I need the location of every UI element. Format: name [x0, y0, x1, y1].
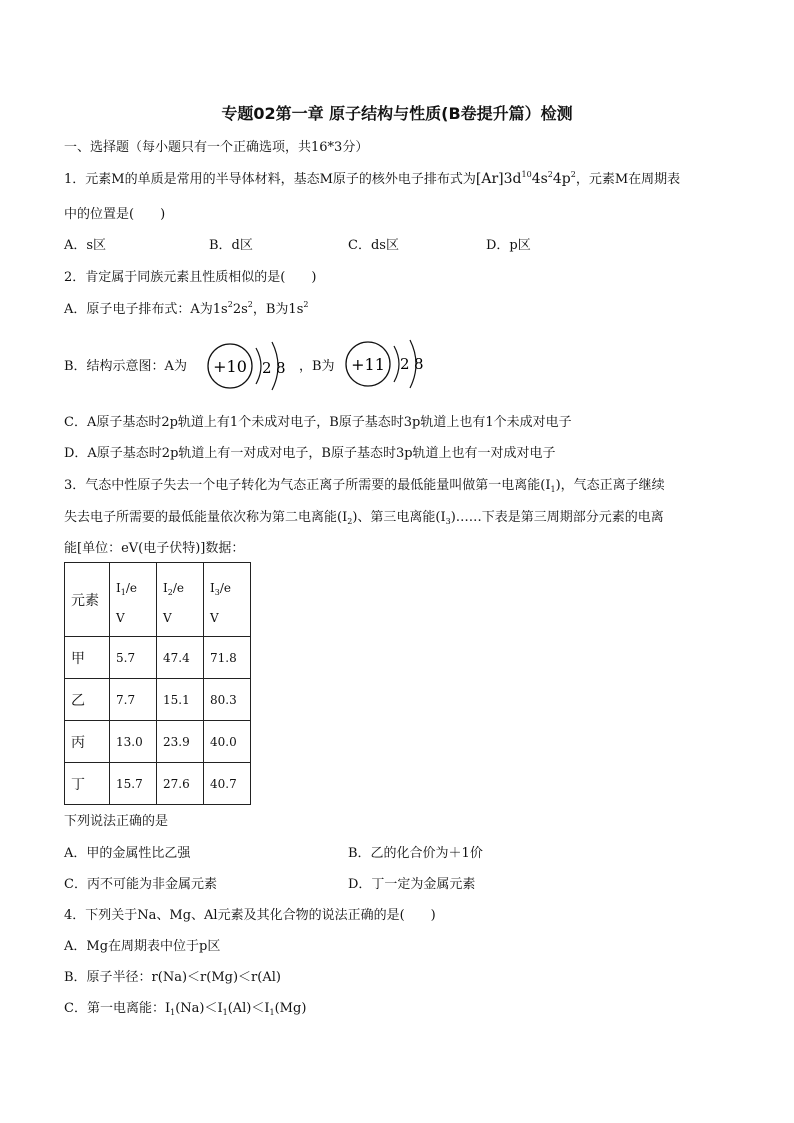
- table-cell-i1: 7.7: [110, 679, 157, 721]
- table-row: [65, 721, 251, 763]
- table-cell-element: 丁: [65, 763, 110, 805]
- q1-option-b: B．d区: [209, 238, 253, 253]
- atom-a-diagram: [200, 338, 296, 394]
- table-cell-i3: 71.8: [204, 637, 251, 679]
- table-header-element: 元素: [65, 563, 110, 637]
- table-cell-i1: 13.0: [110, 721, 157, 763]
- atom-a-shell-1: 2: [262, 359, 272, 377]
- q2-stem: 2．肯定属于同族元素且性质相似的是( ): [64, 270, 317, 285]
- atom-b-nucleus-label: +11: [351, 355, 385, 374]
- table-header-i2: $I_2/e$ V: [157, 563, 204, 637]
- q4-option-a: A．Mg在周期表中位于p区: [64, 939, 221, 954]
- q1-option-d: D．p区: [486, 238, 531, 253]
- table-header-i1: $I_1/e$ V: [110, 563, 157, 637]
- atom-a-shell-arc-1: [256, 348, 261, 384]
- table-header-row: [65, 563, 251, 637]
- q3-option-b: B．乙的化合价为＋1价: [348, 846, 483, 861]
- table-cell-i2: 27.6: [157, 763, 204, 805]
- atom-b-diagram: [338, 336, 434, 392]
- q3-stem-line1: 3．气态中性原子失去一个电子转化为气态正离子所需要的最低能量叫做第一电离能$(I_1)$，气态正离子继续: [64, 478, 665, 494]
- q1-option-c: C．ds区: [348, 238, 399, 253]
- q3-option-c: C．丙不可能为非金属元素: [64, 877, 217, 892]
- atom-a-nucleus-label: +10: [213, 357, 247, 376]
- q4-option-b: B．原子半径：r(Na)＜r(Mg)＜r(Al): [64, 970, 281, 985]
- atom-b-shell-1: 2: [400, 355, 410, 373]
- ionization-energy-table: [64, 562, 251, 805]
- q2-option-b-mid: ，B为: [299, 359, 335, 374]
- q1-stem-line2: 中的位置是( ): [64, 207, 166, 222]
- section-heading: 一、选择题（每小题只有一个正确选项，共16*3分）: [64, 140, 369, 155]
- table-cell-element: 乙: [65, 679, 110, 721]
- q2-option-d: D．A原子基态时2p轨道上有一对成对电子，B原子基态时3p轨道上也有一对成对电子: [64, 446, 556, 461]
- table-cell-i3: 40.7: [204, 763, 251, 805]
- q3-after-table: 下列说法正确的是: [64, 814, 169, 829]
- table-cell-i2: 47.4: [157, 637, 204, 679]
- q2-option-c: C．A原子基态时2p轨道上有1个未成对电子，B原子基态时3p轨道上也有1个未成对电子: [64, 415, 572, 430]
- atom-b-shell-2: 8: [414, 355, 424, 373]
- q3-option-d: D．丁一定为金属元素: [348, 877, 476, 892]
- q3-stem-line3: 能[单位：eV(电子伏特)]数据：: [64, 541, 245, 556]
- q1-option-a: A．s区: [64, 238, 107, 253]
- table-row: [65, 679, 251, 721]
- table-cell-i1: 15.7: [110, 763, 157, 805]
- table-cell-i2: 15.1: [157, 679, 204, 721]
- q2-option-b-label: B．结构示意图：A为: [64, 359, 187, 374]
- table-cell-element: 丙: [65, 721, 110, 763]
- q4-stem: 4．下列关于Na、Mg、Al元素及其化合物的说法正确的是( ): [64, 908, 436, 923]
- q2-option-a: A．原子电子排布式：A为$1s^22s^2$，B为$1s^2$: [64, 300, 309, 317]
- q3-option-a: A．甲的金属性比乙强: [64, 846, 191, 861]
- table-cell-element: 甲: [65, 637, 110, 679]
- table-cell-i1: 5.7: [110, 637, 157, 679]
- table-header-i3: $I_3/e$ V: [204, 563, 251, 637]
- atom-a-shell-2: 8: [276, 359, 286, 377]
- table-cell-i3: 80.3: [204, 679, 251, 721]
- table-cell-i2: 23.9: [157, 721, 204, 763]
- table-row: [65, 763, 251, 805]
- table-cell-i3: 40.0: [204, 721, 251, 763]
- page-title: 专题02第一章 原子结构与性质(B卷提升篇）检测: [221, 104, 573, 123]
- q4-option-c: C．第一电离能：$I_1(Na)<I_1(Al)<I_1(Mg)$: [64, 1001, 307, 1017]
- q3-stem-line2: 失去电子所需要的最低能量依次称为第二电离能$(I_2)$、第三电离能$(I_3)\dots\dots$下表是第三周期部分元素的电离: [64, 510, 664, 526]
- q1-stem-line1: 1．元素M的单质是常用的半导体材料，基态M原子的核外电子排布式为$[Ar]3d^{10}4s^24p^2$，元素M在周期表: [64, 170, 681, 187]
- atom-b-shell-arc-1: [394, 346, 399, 382]
- table-row: [65, 637, 251, 679]
